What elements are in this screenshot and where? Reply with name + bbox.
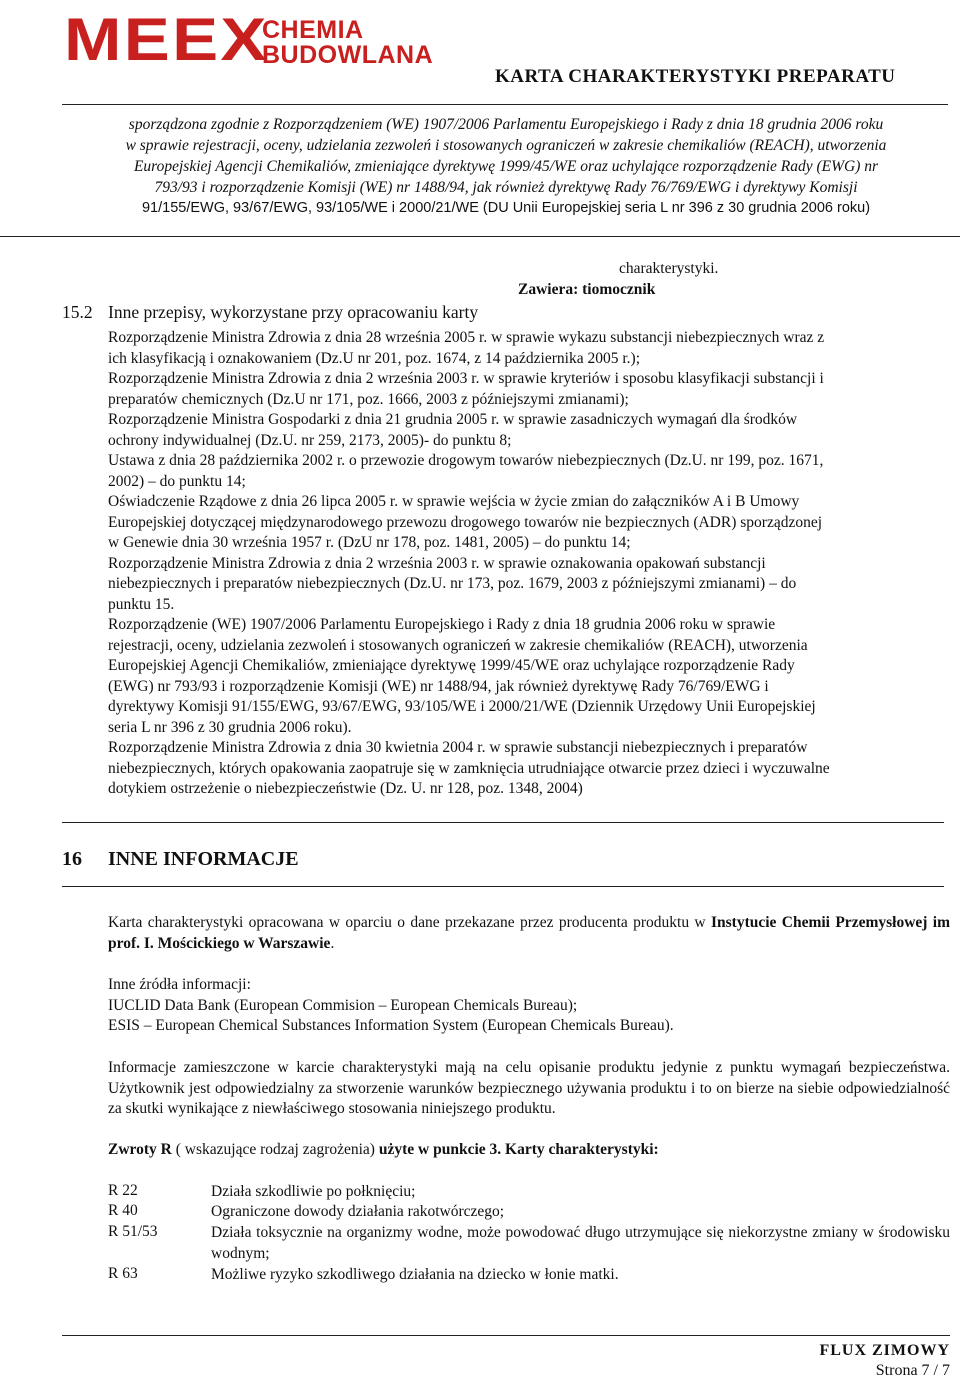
r-phrase-code: R 40: [108, 1202, 138, 1219]
source-item: ESIS – European Chemical Substances Information System (European Chemicals Bureau).: [108, 1017, 674, 1034]
section-16-divider: [62, 886, 944, 887]
header-bottom-border: [0, 236, 960, 237]
institute-name-b: Przemysłowej im prof. I. Mościckiego w Warszawie: [108, 914, 951, 952]
source-text: Karta charakterystyki opracowana w oparciu o dane przekazane przez producenta produktu w: [108, 914, 711, 931]
section-divider: [62, 822, 944, 823]
regulation-line-5: 91/155/EWG, 93/67/EWG, 93/105/WE i 2000/21/WE (DU Unii Europejskiej seria L nr 396 z 30 grudnia 2006 roku): [141, 200, 871, 216]
section-15-2-body: [108, 328, 950, 800]
reg-line: ich klasyfikacją i oznakowaniem (Dz.U nr 201, poz. 1674, z 14 października 2005 r.);: [108, 349, 640, 367]
section-15-2-number: 15.2: [62, 302, 93, 322]
r-phrases-heading: [108, 1140, 950, 1161]
reg-line: seria L nr 396 z 30 grudnia 2006 roku).: [108, 718, 352, 736]
footer-divider: [62, 1335, 950, 1336]
r-phrase-text: Ograniczone dowody działania rakotwórczego;: [211, 1203, 505, 1220]
r-phrase-text: Działa szkodliwie po połknięciu;: [211, 1183, 416, 1200]
r-heading-normal: ( wskazujące rodzaj zagrożenia): [171, 1141, 379, 1158]
reg-line: Rozporządzenie Ministra Zdrowia z dnia 30 kwietnia 2004 r. w sprawie substancji niebezpiecznych i preparatów: [108, 739, 808, 756]
reg-line: punktu 15.: [108, 595, 175, 613]
reg-line: Rozporządzenie Ministra Zdrowia z dnia 2 września 2003 r. w sprawie oznakowania opakowań substancji: [108, 554, 766, 572]
r-phrase-code: R 22: [108, 1182, 138, 1199]
sources-block: [108, 975, 950, 1037]
reg-line: Ustawa z dnia 28 października 2002 r. o przewozie drogowym towarów niebezpiecznych (Dz.U. nr 199, poz. 1671,: [108, 452, 824, 469]
reg-line: niebezpiecznych i preparatów niebezpiecznych (Dz.U. nr 173, poz. 1679, 2003 z późniejszymi zmianami) – do: [108, 575, 797, 592]
r-heading-bold-2: użyte w punkcie 3. Karty charakterystyki:: [378, 1141, 659, 1158]
reg-line: Rozporządzenie Ministra Zdrowia z dnia 28 września 2005 r. w sprawie wykazu substancji niebezpiecznych wraz z: [108, 329, 825, 346]
reg-line: ochrony indywidualnej (Dz.U. nr 259, 2173, 2005)- do punktu 8;: [108, 431, 512, 449]
r-phrase-text: Możliwe ryzyko szkodliwego działania na dziecko w łonie matki.: [211, 1266, 619, 1283]
reg-line: dyrektywy Komisji 91/155/EWG, 93/67/EWG, 93/105/WE i 2000/21/WE (Dziennik Urzędowy Unii Europejskiej: [108, 698, 816, 715]
reg-line: w Genewie dnia 30 września 1957 r. (DzU nr 178, poz. 1481, 2005) – do punktu 14;: [108, 534, 631, 551]
regulation-line-3: Europejskiej Agencji Chemikaliów, zmieniające dyrektywę 1999/45/WE oraz uchylające rozporządzenie Rady (EWG) nr: [133, 158, 879, 175]
logo-meex: MEEX: [64, 6, 269, 73]
source-item: IUCLID Data Bank (European Commision – European Chemicals Bureau);: [108, 996, 578, 1014]
disclaimer-paragraph: Informacje zamieszczone w karcie charakterystyki mają na celu opisanie produktu jedynie z punktu wymagań bezpieczeństwa. Użytkownik jest odpowiedzialny za stworzenie warunków bezpiecznego używania produktu i to on bierze na siebie odpowiedzialność za skutki wynikające z niewłaściwego stosowania niniejszego produktu.: [108, 1059, 950, 1117]
regulation-line-4: 793/93 i rozporządzenie Komisji (WE) nr 1488/94, jak również dyrektywę Rady 76/769/EWG i dyrektywy Komisji: [154, 179, 858, 196]
section-16-title: INNE INFORMACJE: [108, 848, 299, 870]
reg-line: Europejskiej Agencji Chemikaliów, zmieniające dyrektywę 1999/45/WE oraz uchylające rozporządzenie Rady: [108, 657, 795, 674]
r-heading-bold: Zwroty R: [108, 1141, 172, 1158]
page-number: Strona 7 / 7: [875, 1362, 950, 1379]
section-15-2-title: Inne przepisy, wykorzystane przy opracowaniu karty: [108, 302, 479, 322]
institute-name-a: Instytucie Chemii: [710, 914, 830, 931]
source-paragraph: [108, 913, 950, 954]
reg-line: (EWG) nr 793/93 i rozporządzenie Komisji (WE) nr 1488/94, jak również dyrektywę Rady 76/769/EWG i: [108, 677, 769, 695]
regulation-line-2: w sprawie rejestracji, oceny, udzielania zezwoleń i stosowanych ograniczeń w zakresie chemikaliów (REACH), utworzenia: [125, 137, 887, 154]
reg-line: rejestracji, oceny, udzielania zezwoleń i stosowanych ograniczeń w zakresie chemikaliów (REACH), utworzenia: [108, 636, 808, 654]
r-phrase-code: R 63: [108, 1265, 138, 1282]
sources-label: Inne źródła informacji:: [108, 976, 251, 993]
contains-label: Zawiera: tiomocznik: [518, 281, 656, 298]
regulation-line-1: sporządzona zgodnie z Rozporządzeniem (WE) 1907/2006 Parlamentu Europejskiego i Rady z dnia 18 grudnia 2006 roku: [128, 116, 884, 133]
r-phrase-text: Działa toksycznie na organizmy wodne, może powodować długo utrzymujące się niekorzystne zmiany w środowisku wodnym;: [211, 1224, 950, 1262]
product-name: FLUX ZIMOWY: [819, 1342, 950, 1359]
reg-line: Europejskiej dotyczącej międzynarodowego przewozu drogowego towarów nie bezpiecznych (ADR) sporządzonej: [108, 513, 823, 531]
reg-line: Rozporządzenie (WE) 1907/2006 Parlamentu Europejskiego i Rady z dnia 18 grudnia 2006 roku w sprawie: [108, 616, 776, 633]
section-16-number: 16: [62, 848, 82, 870]
source-end: .: [330, 934, 335, 952]
reg-line: dotykiem ostrzeżenie o niebezpieczeństwie (Dz. U. nr 128, poz. 1348, 2004): [108, 780, 583, 797]
continuation-text: charakterystyki.: [619, 260, 719, 277]
logo-budowlana: BUDOWLANA: [262, 41, 434, 69]
logo-chemia: CHEMIA: [262, 16, 364, 44]
reg-line: niebezpiecznych, których opakowania zaopatruje się w zamknięcia utrudniające otwarcie przez dzieci i wyczuwalne: [108, 759, 830, 777]
reg-line: preparatów chemicznych (Dz.U nr 171, poz. 1666, 2003 z późniejszymi zmianami);: [108, 390, 629, 408]
reg-line: Oświadczenie Rządowe z dnia 26 lipca 2005 r. w sprawie wejścia w życie zmian do załączników A i B Umowy: [108, 493, 800, 510]
r-phrase-code: R 51/53: [108, 1223, 158, 1240]
header-divider: [62, 104, 948, 105]
reg-line: 2002) – do punktu 14;: [108, 472, 246, 490]
reg-line: Rozporządzenie Ministra Gospodarki z dnia 21 grudnia 2005 r. w sprawie zasadniczych wymagań dla środków: [108, 411, 798, 428]
reg-line: Rozporządzenie Ministra Zdrowia z dnia 2 września 2003 r. w sprawie kryteriów i sposobu klasyfikacji substancji i: [108, 370, 824, 387]
document-title: KARTA CHARAKTERYSTYKI PREPARATU: [495, 66, 896, 87]
